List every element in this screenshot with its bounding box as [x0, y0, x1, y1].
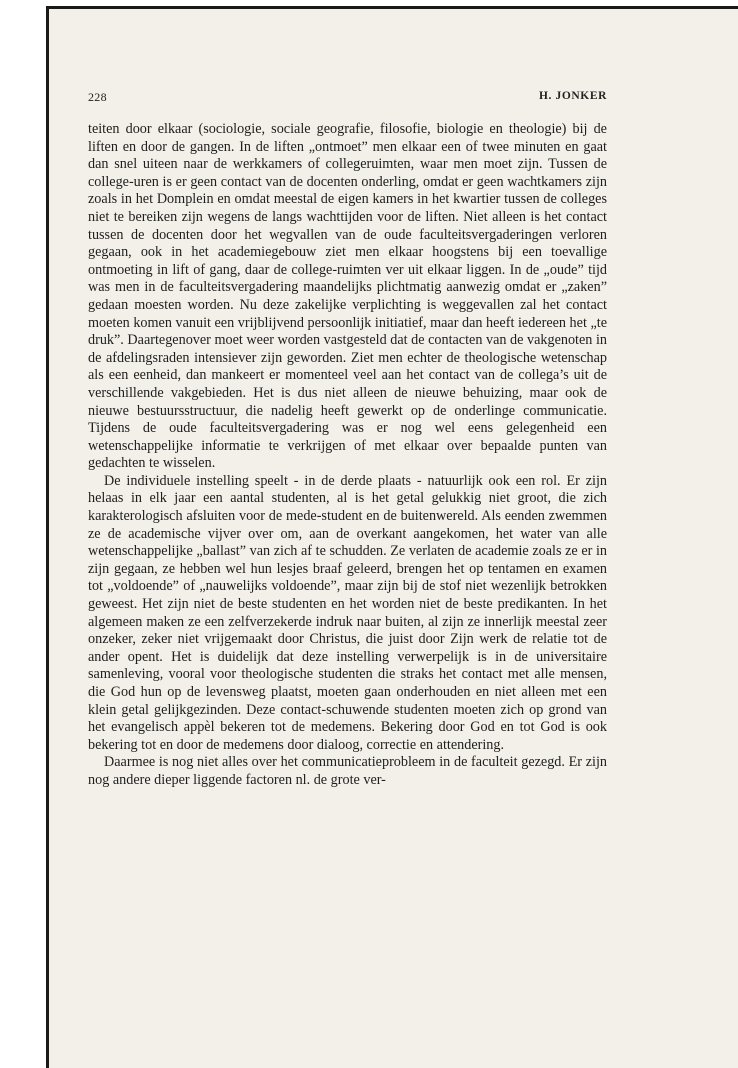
- running-head: [88, 90, 607, 108]
- body-text: [88, 121, 607, 790]
- paragraph-continued: teiten door elkaar (sociologie, sociale geografie, filosofie, biologie en theologie) bij de liften en door de gangen. In de liften „ontmoet” men elkaar een of twee minuten en gaat dan snel uiteen naar de werkkamers of collegeruimten, waar men moet zijn. Tussen de college-uren is er geen contact van de docenten onderling, omdat er geen wachtkamers zijn zoals in het Domplein en omdat meestal de eigen kamers in het kwartier tussen de colleges niet te bereiken zijn wegens de langs wachttijden voor de liften. Niet alleen is het contact tussen de docenten door het wegvallen van de oude faculteitsvergaderingen verloren gegaan, ook in het academiegebouw ziet men elkaar hoogstens bij een toevallige ontmoeting in lift of gang, daar de college-ruimten ver uit elkaar liggen. In de „oude” tijd was men in de faculteitsvergadering maandelijks plichtmatig aanwezig omdat er „zaken” gedaan moesten worden. Nu deze zakelijke verplichting is weggevallen zal het contact moeten komen vanuit een vrijblijvend persoonlijk initiatief, maar dan heeft iedereen het „te druk”. Daartegenover moet weer worden vastgesteld dat de contacten van de vakgenoten in de afdelingsraden intensiever zijn geworden. Ziet men echter de theologische wetenschap als een eenheid, dan mankeert er momenteel veel aan het contact van de collega’s uit de verschillende vakgebieden. Het is dus niet alleen de nieuwe behuizing, maar ook de nieuwe bestuursstructuur, die nadelig heeft gewerkt op de onderlinge communicatie. Tijdens de oude faculteitsvergadering was er nog wel eens gelegenheid een wetenschappelijke informatie te verkrijgen of met elkaar over bepaalde punten van gedachten te wisselen.: [88, 121, 607, 472]
- author-name: H. JONKER: [538, 90, 607, 102]
- paragraph: De individuele instelling speelt - in de derde plaats - natuurlijk ook een rol. Er zijn helaas in elk jaar een aantal studenten, al is het getal gelukkig niet groot, die zich karakterologisch afsluiten voor de mede-student en de buitenwereld. Als eenden zwemmen ze de academische vijver over om, aan de overkant aangekomen, het water van alle wetenschappelijke „ballast” van zich af te schudden. Ze verlaten de academie zoals ze er in zijn gegaan, ze hebben wel hun lesjes braaf geleerd, brengen het op tentamen en examen tot „voldoende” of „nauwelijks voldoende”, maar zijn bij de stof niet wezenlijk betrokken geweest. Het zijn niet de beste studenten en het worden niet de beste predikanten. In het algemeen maken ze een zelfverzekerde indruk naar buiten, al zijn ze innerlijk meestal zeer onzeker, zeker niet vrijgemaakt door Christus, die juist door Zijn werk de relatie tot de ander opent. Het is duidelijk dat deze instelling verwerpelijk is in de universitaire samenleving, vooral voor theologische studenten die straks het contact met alle mensen, die God hun op de levensweg plaatst, moeten gaan onderhouden en niet alleen met een klein getal gelijkgezinden. Deze contact-schuwende studenten moeten zich op grond van het evangelisch appèl bekeren tot de medemens. Bekering door God en tot God is ook bekering tot en door de medemens door dialoog, correctie en attendering.: [88, 472, 607, 753]
- paragraph: Daarmee is nog niet alles over het communicatieprobleem in de faculteit gezegd. Er zijn nog andere dieper liggende factoren nl. de grote ver-: [88, 754, 607, 788]
- page-number: 228: [88, 90, 107, 104]
